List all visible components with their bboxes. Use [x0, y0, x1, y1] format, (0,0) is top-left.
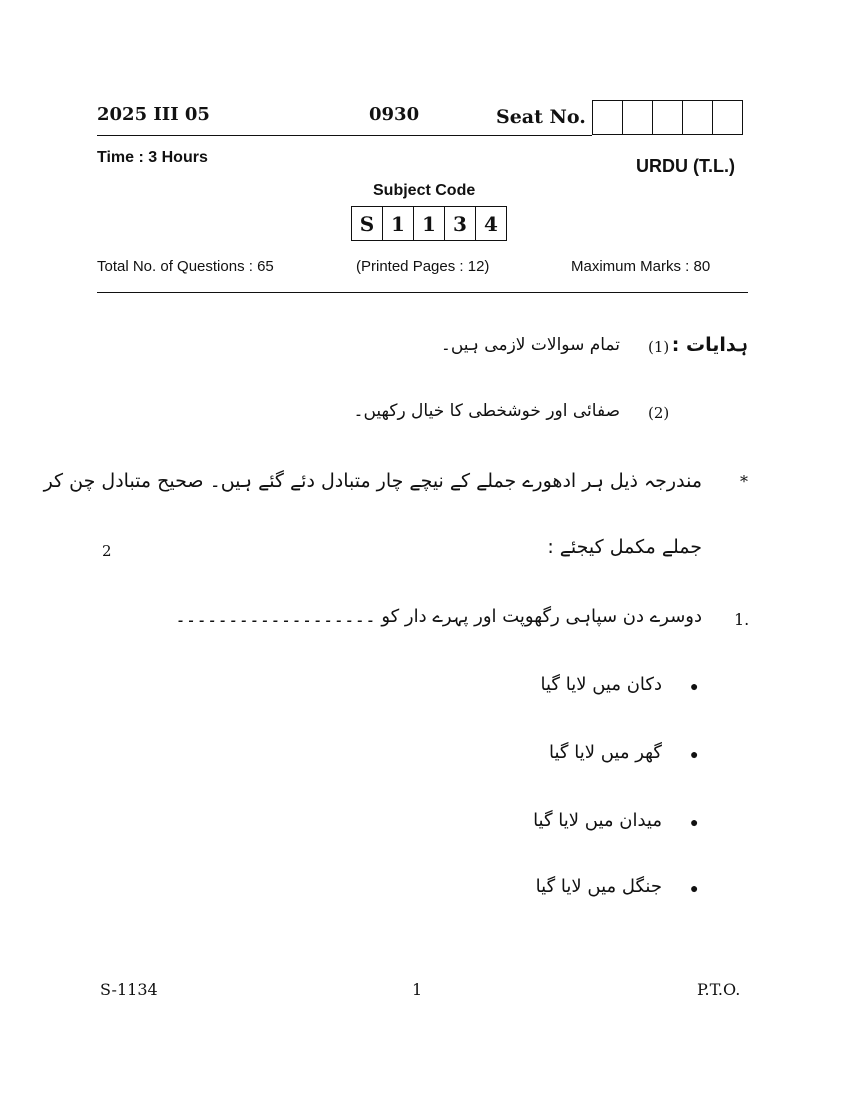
subject-code-char: 3 — [444, 207, 475, 240]
option-bullet: ● — [690, 816, 699, 831]
subject-code-char: 1 — [413, 207, 444, 240]
option-1: دکان میں لایا گیا — [540, 674, 662, 695]
option-2: گھر میں لایا گیا — [549, 742, 662, 763]
seat-box[interactable] — [712, 101, 742, 134]
seat-box[interactable] — [593, 101, 622, 134]
maximum-marks: Maximum Marks : 80 — [571, 258, 711, 275]
seat-box[interactable] — [622, 101, 652, 134]
seat-number-label: Seat No. — [496, 106, 586, 128]
subject-code-char: 1 — [382, 207, 413, 240]
exam-code: 2025 III 05 — [97, 104, 210, 125]
option-4: جنگل میں لایا گیا — [535, 876, 662, 897]
subject-code-label: Subject Code — [373, 182, 476, 199]
question-text: دوسرے دن سپاہی رگھوپت اور پہرے دار کو ۔۔۔۔۔۔۔۔۔۔۔۔۔۔۔۔۔۔۔ — [175, 606, 702, 627]
seat-number-boxes[interactable] — [592, 100, 743, 135]
subject-code-char: 4 — [475, 207, 506, 240]
total-questions: Total No. of Questions : 65 — [97, 258, 274, 275]
section-marks: 2 — [102, 542, 112, 560]
time-code: 0930 — [369, 104, 420, 125]
seat-box[interactable] — [682, 101, 712, 134]
instructions-title: ہدایات : — [671, 334, 748, 356]
footer-code: S-1134 — [100, 980, 158, 999]
option-3: میدان میں لایا گیا — [533, 810, 662, 831]
seat-box[interactable] — [652, 101, 682, 134]
instruction-number: (1) — [648, 338, 670, 356]
instruction-text: تمام سوالات لازمی ہیں۔ — [440, 335, 620, 355]
instruction-number: (2) — [648, 404, 670, 422]
section-directive-line1: مندرجہ ذیل ہر ادھورے جملے کے نیچے چار متبادل دئے گئے ہیں۔ صحیح متبادل چن کر — [43, 470, 702, 492]
section-divider — [97, 292, 748, 293]
page-number: 1 — [412, 980, 423, 999]
option-bullet: ● — [690, 680, 699, 695]
question-number: 1. — [734, 610, 750, 629]
section-directive-line2: جملے مکمل کیجئے : — [547, 536, 702, 558]
subject-code-boxes — [351, 206, 507, 241]
printed-pages: (Printed Pages : 12) — [356, 258, 490, 275]
header-divider — [97, 135, 592, 136]
section-star: * — [740, 472, 748, 491]
subject-title: URDU (T.L.) — [636, 156, 735, 176]
option-bullet: ● — [690, 882, 699, 897]
subject-code-char: S — [359, 211, 375, 236]
instruction-text: صفائی اور خوشخطی کا خیال رکھیں۔ — [353, 401, 620, 421]
time-label: Time : 3 Hours — [97, 149, 208, 166]
option-bullet: ● — [690, 748, 699, 763]
pto-label: P.T.O. — [697, 980, 741, 999]
